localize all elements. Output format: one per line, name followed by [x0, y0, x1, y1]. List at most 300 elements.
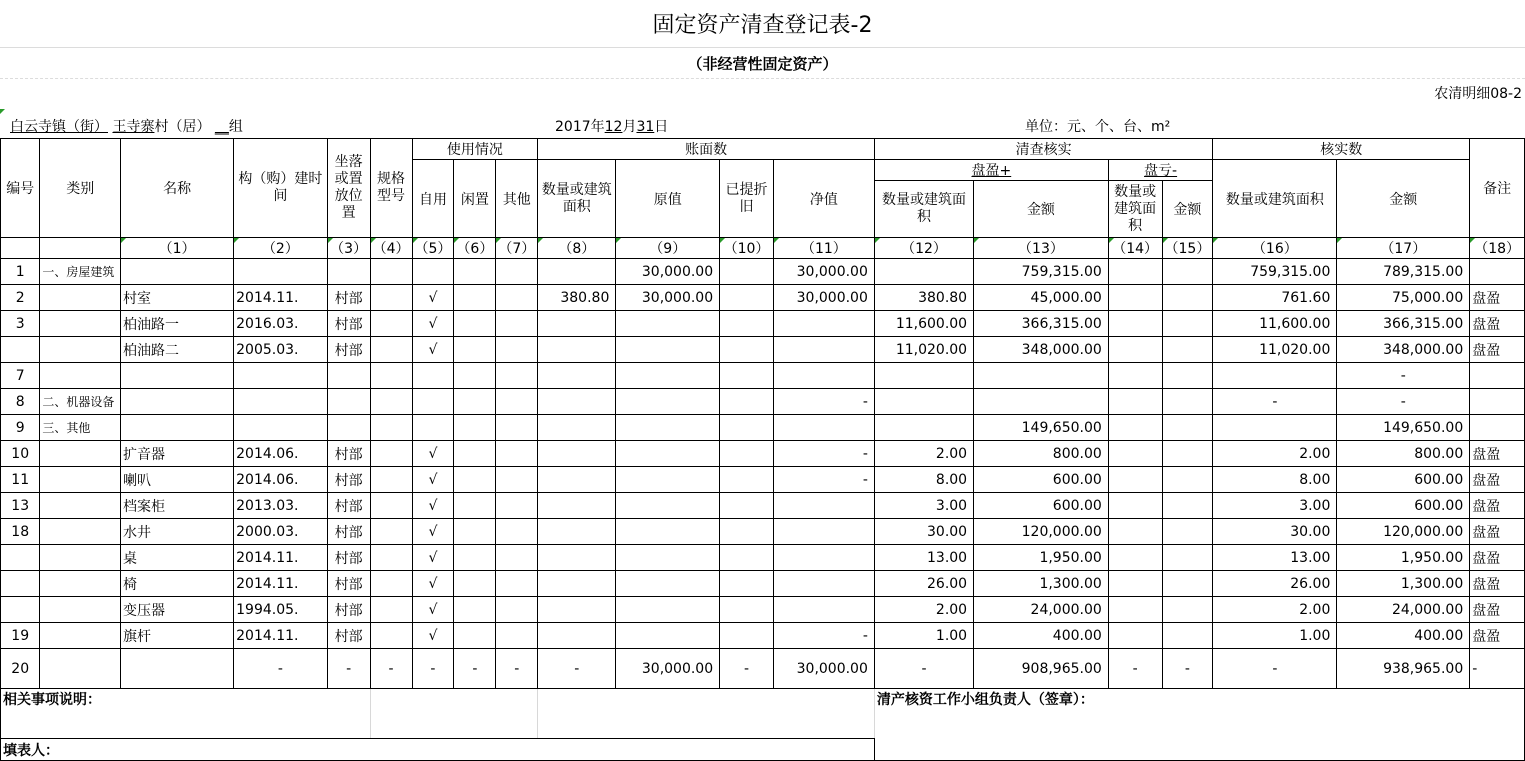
- table-cell[interactable]: [40, 623, 121, 649]
- table-cell[interactable]: [1108, 545, 1162, 571]
- table-cell[interactable]: 2013.03.: [234, 493, 328, 519]
- table-cell[interactable]: [496, 597, 538, 623]
- table-cell[interactable]: [720, 545, 774, 571]
- table-cell[interactable]: 1.00: [1213, 623, 1337, 649]
- table-cell[interactable]: √: [412, 337, 454, 363]
- table-cell[interactable]: [538, 623, 616, 649]
- table-cell[interactable]: 26.00: [874, 571, 973, 597]
- table-cell[interactable]: [616, 337, 720, 363]
- table-cell[interactable]: 盘盈: [1470, 285, 1525, 311]
- table-cell[interactable]: 30,000.00: [773, 649, 874, 689]
- table-cell[interactable]: 二、机器设备: [40, 389, 121, 415]
- table-cell[interactable]: [496, 363, 538, 389]
- table-cell[interactable]: -: [327, 649, 370, 689]
- table-cell[interactable]: [974, 363, 1109, 389]
- table-cell[interactable]: [40, 493, 121, 519]
- table-cell[interactable]: [974, 389, 1109, 415]
- table-cell[interactable]: 村部: [327, 493, 370, 519]
- table-cell[interactable]: [370, 441, 412, 467]
- table-cell[interactable]: [40, 545, 121, 571]
- table-cell[interactable]: [496, 337, 538, 363]
- table-cell[interactable]: 村部: [327, 311, 370, 337]
- table-cell[interactable]: [1, 545, 40, 571]
- table-cell[interactable]: -: [773, 441, 874, 467]
- table-cell[interactable]: [538, 389, 616, 415]
- table-cell[interactable]: 30.00: [1213, 519, 1337, 545]
- table-cell[interactable]: [1213, 415, 1337, 441]
- table-cell[interactable]: -: [1162, 649, 1213, 689]
- table-cell[interactable]: 30,000.00: [616, 649, 720, 689]
- table-cell[interactable]: [454, 311, 496, 337]
- table-cell[interactable]: 759,315.00: [1213, 259, 1337, 285]
- table-cell[interactable]: 11,020.00: [874, 337, 973, 363]
- table-cell[interactable]: [616, 623, 720, 649]
- table-cell[interactable]: 村部: [327, 519, 370, 545]
- table-cell[interactable]: [496, 441, 538, 467]
- table-cell[interactable]: [327, 415, 370, 441]
- table-cell[interactable]: 1,950.00: [1337, 545, 1470, 571]
- table-cell[interactable]: [496, 311, 538, 337]
- table-cell[interactable]: [454, 415, 496, 441]
- table-cell[interactable]: [412, 259, 454, 285]
- table-cell[interactable]: 村室: [121, 285, 234, 311]
- table-cell[interactable]: -: [370, 649, 412, 689]
- table-cell[interactable]: 2000.03.: [234, 519, 328, 545]
- table-cell[interactable]: [1162, 571, 1213, 597]
- table-cell[interactable]: [616, 363, 720, 389]
- table-cell[interactable]: 盘盈: [1470, 519, 1525, 545]
- table-cell[interactable]: [1162, 285, 1213, 311]
- table-cell[interactable]: [496, 259, 538, 285]
- table-cell[interactable]: [40, 363, 121, 389]
- table-cell[interactable]: [121, 259, 234, 285]
- table-cell[interactable]: [1162, 389, 1213, 415]
- table-cell[interactable]: 800.00: [1337, 441, 1470, 467]
- table-cell[interactable]: 盘盈: [1470, 545, 1525, 571]
- table-cell[interactable]: 1,950.00: [974, 545, 1109, 571]
- table-cell[interactable]: 村部: [327, 285, 370, 311]
- table-cell[interactable]: [538, 467, 616, 493]
- table-cell[interactable]: √: [412, 441, 454, 467]
- table-cell[interactable]: [616, 311, 720, 337]
- table-cell[interactable]: 13.00: [1213, 545, 1337, 571]
- table-cell[interactable]: √: [412, 311, 454, 337]
- table-cell[interactable]: [370, 519, 412, 545]
- table-cell[interactable]: -: [1337, 389, 1470, 415]
- table-cell[interactable]: [773, 493, 874, 519]
- table-cell[interactable]: [454, 363, 496, 389]
- table-cell[interactable]: [1162, 259, 1213, 285]
- table-cell[interactable]: 348,000.00: [974, 337, 1109, 363]
- table-cell[interactable]: 759,315.00: [974, 259, 1109, 285]
- table-cell[interactable]: [1470, 415, 1525, 441]
- table-cell[interactable]: [538, 545, 616, 571]
- table-cell[interactable]: 26.00: [1213, 571, 1337, 597]
- table-cell[interactable]: [40, 285, 121, 311]
- table-cell[interactable]: [234, 259, 328, 285]
- table-cell[interactable]: [720, 493, 774, 519]
- table-cell[interactable]: [616, 519, 720, 545]
- table-cell[interactable]: 盘盈: [1470, 571, 1525, 597]
- table-cell[interactable]: [40, 597, 121, 623]
- table-cell[interactable]: [40, 441, 121, 467]
- table-cell[interactable]: [496, 285, 538, 311]
- table-cell[interactable]: 2014.11.: [234, 285, 328, 311]
- table-cell[interactable]: 旗杆: [121, 623, 234, 649]
- table-cell[interactable]: 75,000.00: [1337, 285, 1470, 311]
- table-cell[interactable]: 2016.03.: [234, 311, 328, 337]
- table-cell[interactable]: 2014.06.: [234, 467, 328, 493]
- table-cell[interactable]: 11,600.00: [1213, 311, 1337, 337]
- table-cell[interactable]: √: [412, 467, 454, 493]
- table-cell[interactable]: 村部: [327, 623, 370, 649]
- table-cell[interactable]: [720, 389, 774, 415]
- table-cell[interactable]: [1108, 597, 1162, 623]
- table-cell[interactable]: 600.00: [974, 493, 1109, 519]
- table-cell[interactable]: 村部: [327, 597, 370, 623]
- table-cell[interactable]: [1108, 337, 1162, 363]
- table-cell[interactable]: [1162, 415, 1213, 441]
- table-cell[interactable]: [720, 467, 774, 493]
- table-cell[interactable]: 盘盈: [1470, 597, 1525, 623]
- table-cell[interactable]: [1108, 363, 1162, 389]
- table-cell[interactable]: [773, 545, 874, 571]
- table-cell[interactable]: [1162, 493, 1213, 519]
- table-cell[interactable]: 2.00: [1213, 597, 1337, 623]
- table-cell[interactable]: [234, 415, 328, 441]
- table-cell[interactable]: 2014.06.: [234, 441, 328, 467]
- table-cell[interactable]: [1470, 389, 1525, 415]
- table-cell[interactable]: [538, 415, 616, 441]
- table-cell[interactable]: [40, 337, 121, 363]
- table-cell[interactable]: [616, 545, 720, 571]
- table-cell[interactable]: [454, 259, 496, 285]
- table-cell[interactable]: [720, 519, 774, 545]
- table-cell[interactable]: [234, 389, 328, 415]
- table-cell[interactable]: 45,000.00: [974, 285, 1109, 311]
- table-cell[interactable]: [773, 597, 874, 623]
- table-cell[interactable]: 村部: [327, 337, 370, 363]
- table-cell[interactable]: [454, 493, 496, 519]
- table-cell[interactable]: [616, 441, 720, 467]
- table-cell[interactable]: [1, 337, 40, 363]
- table-cell[interactable]: [327, 259, 370, 285]
- table-cell[interactable]: 1,300.00: [974, 571, 1109, 597]
- table-cell[interactable]: [538, 571, 616, 597]
- table-cell[interactable]: 水井: [121, 519, 234, 545]
- table-cell[interactable]: -: [454, 649, 496, 689]
- table-cell[interactable]: [616, 493, 720, 519]
- table-cell[interactable]: 19: [1, 623, 40, 649]
- table-cell[interactable]: [1108, 441, 1162, 467]
- table-cell[interactable]: 2014.11.: [234, 545, 328, 571]
- table-cell[interactable]: [773, 415, 874, 441]
- table-cell[interactable]: 366,315.00: [974, 311, 1109, 337]
- table-cell[interactable]: -: [1213, 649, 1337, 689]
- table-cell[interactable]: 600.00: [974, 467, 1109, 493]
- table-cell[interactable]: 149,650.00: [974, 415, 1109, 441]
- table-cell[interactable]: [121, 389, 234, 415]
- table-cell[interactable]: [720, 415, 774, 441]
- table-cell[interactable]: 11: [1, 467, 40, 493]
- table-cell[interactable]: 149,650.00: [1337, 415, 1470, 441]
- table-cell[interactable]: [1162, 467, 1213, 493]
- table-cell[interactable]: 380.80: [538, 285, 616, 311]
- table-cell[interactable]: 30.00: [874, 519, 973, 545]
- table-cell[interactable]: 7: [1, 363, 40, 389]
- table-cell[interactable]: 789,315.00: [1337, 259, 1470, 285]
- table-cell[interactable]: [1108, 467, 1162, 493]
- table-cell[interactable]: [616, 415, 720, 441]
- table-cell[interactable]: [616, 467, 720, 493]
- table-cell[interactable]: 1994.05.: [234, 597, 328, 623]
- table-cell[interactable]: [720, 597, 774, 623]
- table-cell[interactable]: [720, 337, 774, 363]
- table-cell[interactable]: [616, 389, 720, 415]
- table-cell[interactable]: [1162, 441, 1213, 467]
- table-cell[interactable]: 400.00: [1337, 623, 1470, 649]
- table-cell[interactable]: [1108, 389, 1162, 415]
- table-cell[interactable]: [1, 597, 40, 623]
- table-cell[interactable]: -: [234, 649, 328, 689]
- table-cell[interactable]: [1213, 363, 1337, 389]
- table-cell[interactable]: [454, 623, 496, 649]
- table-cell[interactable]: [874, 363, 973, 389]
- table-cell[interactable]: 120,000.00: [974, 519, 1109, 545]
- table-cell[interactable]: 30,000.00: [773, 259, 874, 285]
- table-cell[interactable]: 30,000.00: [616, 259, 720, 285]
- table-cell[interactable]: √: [412, 285, 454, 311]
- table-cell[interactable]: [773, 363, 874, 389]
- table-cell[interactable]: 366,315.00: [1337, 311, 1470, 337]
- table-cell[interactable]: [496, 623, 538, 649]
- table-cell[interactable]: 村部: [327, 571, 370, 597]
- table-cell[interactable]: [370, 493, 412, 519]
- table-cell[interactable]: 120,000.00: [1337, 519, 1470, 545]
- table-cell[interactable]: -: [538, 649, 616, 689]
- table-cell[interactable]: [370, 259, 412, 285]
- table-cell[interactable]: [454, 285, 496, 311]
- table-cell[interactable]: [1108, 285, 1162, 311]
- table-cell[interactable]: [538, 363, 616, 389]
- table-cell[interactable]: 13.00: [874, 545, 973, 571]
- table-cell[interactable]: 盘盈: [1470, 441, 1525, 467]
- notes-area-2[interactable]: [538, 689, 875, 739]
- table-cell[interactable]: √: [412, 493, 454, 519]
- table-cell[interactable]: [773, 337, 874, 363]
- table-cell[interactable]: [720, 441, 774, 467]
- table-cell[interactable]: [234, 363, 328, 389]
- table-cell[interactable]: [121, 415, 234, 441]
- table-cell[interactable]: [773, 519, 874, 545]
- table-cell[interactable]: [1162, 311, 1213, 337]
- table-cell[interactable]: 档案柜: [121, 493, 234, 519]
- table-cell[interactable]: [1162, 519, 1213, 545]
- table-cell[interactable]: -: [496, 649, 538, 689]
- table-cell[interactable]: [327, 363, 370, 389]
- table-cell[interactable]: [1162, 623, 1213, 649]
- table-cell[interactable]: 908,965.00: [974, 649, 1109, 689]
- table-cell[interactable]: [496, 389, 538, 415]
- table-cell[interactable]: [616, 571, 720, 597]
- table-cell[interactable]: -: [773, 623, 874, 649]
- table-cell[interactable]: 400.00: [974, 623, 1109, 649]
- table-cell[interactable]: -: [773, 467, 874, 493]
- table-cell[interactable]: 18: [1, 519, 40, 545]
- table-cell[interactable]: 761.60: [1213, 285, 1337, 311]
- table-cell[interactable]: [412, 415, 454, 441]
- table-cell[interactable]: [1108, 415, 1162, 441]
- table-cell[interactable]: [1108, 259, 1162, 285]
- table-cell[interactable]: 扩音器: [121, 441, 234, 467]
- table-cell[interactable]: [454, 467, 496, 493]
- table-cell[interactable]: 2014.11.: [234, 571, 328, 597]
- table-cell[interactable]: [40, 467, 121, 493]
- table-cell[interactable]: [370, 285, 412, 311]
- table-cell[interactable]: 喇叭: [121, 467, 234, 493]
- table-cell[interactable]: [454, 597, 496, 623]
- table-cell[interactable]: 2005.03.: [234, 337, 328, 363]
- table-cell[interactable]: 600.00: [1337, 467, 1470, 493]
- table-cell[interactable]: [496, 493, 538, 519]
- table-cell[interactable]: 800.00: [974, 441, 1109, 467]
- table-cell[interactable]: [454, 337, 496, 363]
- table-cell[interactable]: 24,000.00: [974, 597, 1109, 623]
- table-cell[interactable]: 8.00: [874, 467, 973, 493]
- table-cell[interactable]: 348,000.00: [1337, 337, 1470, 363]
- table-cell[interactable]: 2.00: [1213, 441, 1337, 467]
- table-cell[interactable]: [370, 311, 412, 337]
- table-cell[interactable]: [370, 597, 412, 623]
- table-cell[interactable]: 2.00: [874, 441, 973, 467]
- table-cell[interactable]: [1108, 493, 1162, 519]
- table-cell[interactable]: [538, 493, 616, 519]
- table-cell[interactable]: [496, 545, 538, 571]
- table-cell[interactable]: 9: [1, 415, 40, 441]
- table-cell[interactable]: [1108, 311, 1162, 337]
- table-cell[interactable]: [496, 519, 538, 545]
- table-cell[interactable]: 8: [1, 389, 40, 415]
- table-cell[interactable]: 变压器: [121, 597, 234, 623]
- table-cell[interactable]: -: [874, 649, 973, 689]
- table-cell[interactable]: [1470, 259, 1525, 285]
- table-cell[interactable]: [454, 389, 496, 415]
- table-cell[interactable]: 11,600.00: [874, 311, 973, 337]
- table-cell[interactable]: 椅: [121, 571, 234, 597]
- table-cell[interactable]: 盘盈: [1470, 623, 1525, 649]
- table-cell[interactable]: [720, 311, 774, 337]
- table-cell[interactable]: [327, 389, 370, 415]
- table-cell[interactable]: [874, 259, 973, 285]
- table-cell[interactable]: -: [773, 389, 874, 415]
- table-cell[interactable]: √: [412, 571, 454, 597]
- table-cell[interactable]: [40, 649, 121, 689]
- table-cell[interactable]: [370, 415, 412, 441]
- table-cell[interactable]: 24,000.00: [1337, 597, 1470, 623]
- table-cell[interactable]: [720, 363, 774, 389]
- table-cell[interactable]: [874, 389, 973, 415]
- table-cell[interactable]: 2.00: [874, 597, 973, 623]
- table-cell[interactable]: [538, 311, 616, 337]
- table-cell[interactable]: [1162, 597, 1213, 623]
- table-cell[interactable]: 桌: [121, 545, 234, 571]
- table-cell[interactable]: 3: [1, 311, 40, 337]
- table-cell[interactable]: [538, 337, 616, 363]
- table-cell[interactable]: [370, 363, 412, 389]
- table-cell[interactable]: [720, 285, 774, 311]
- table-cell[interactable]: 柏油路二: [121, 337, 234, 363]
- table-cell[interactable]: [370, 623, 412, 649]
- table-cell[interactable]: 20: [1, 649, 40, 689]
- table-cell[interactable]: [720, 623, 774, 649]
- table-cell[interactable]: [40, 311, 121, 337]
- table-cell[interactable]: -: [1470, 649, 1525, 689]
- table-cell[interactable]: [538, 259, 616, 285]
- table-cell[interactable]: [773, 571, 874, 597]
- table-cell[interactable]: [40, 519, 121, 545]
- table-cell[interactable]: [538, 597, 616, 623]
- table-cell[interactable]: [1162, 545, 1213, 571]
- table-cell[interactable]: [538, 441, 616, 467]
- table-cell[interactable]: [538, 519, 616, 545]
- table-cell[interactable]: [40, 571, 121, 597]
- table-cell[interactable]: [1108, 623, 1162, 649]
- table-cell[interactable]: 3.00: [874, 493, 973, 519]
- table-cell[interactable]: 8.00: [1213, 467, 1337, 493]
- table-cell[interactable]: -: [412, 649, 454, 689]
- table-cell[interactable]: [454, 519, 496, 545]
- table-cell[interactable]: [454, 441, 496, 467]
- table-cell[interactable]: [370, 571, 412, 597]
- table-cell[interactable]: 盘盈: [1470, 311, 1525, 337]
- table-cell[interactable]: [370, 337, 412, 363]
- table-cell[interactable]: [1108, 571, 1162, 597]
- table-cell[interactable]: [412, 389, 454, 415]
- table-cell[interactable]: 盘盈: [1470, 493, 1525, 519]
- table-cell[interactable]: √: [412, 545, 454, 571]
- table-cell[interactable]: [616, 597, 720, 623]
- table-cell[interactable]: 3.00: [1213, 493, 1337, 519]
- table-cell[interactable]: [454, 571, 496, 597]
- notes-area[interactable]: [370, 689, 538, 739]
- table-cell[interactable]: 380.80: [874, 285, 973, 311]
- table-cell[interactable]: [773, 311, 874, 337]
- table-cell[interactable]: [1470, 363, 1525, 389]
- table-cell[interactable]: 村部: [327, 467, 370, 493]
- table-cell[interactable]: [370, 389, 412, 415]
- table-cell[interactable]: 2014.11.: [234, 623, 328, 649]
- table-cell[interactable]: 柏油路一: [121, 311, 234, 337]
- table-cell[interactable]: -: [1108, 649, 1162, 689]
- table-cell[interactable]: [496, 571, 538, 597]
- table-cell[interactable]: 盘盈: [1470, 467, 1525, 493]
- table-cell[interactable]: [370, 467, 412, 493]
- table-cell[interactable]: 938,965.00: [1337, 649, 1470, 689]
- table-cell[interactable]: 13: [1, 493, 40, 519]
- table-cell[interactable]: 10: [1, 441, 40, 467]
- table-cell[interactable]: 11,020.00: [1213, 337, 1337, 363]
- table-cell[interactable]: [454, 545, 496, 571]
- table-cell[interactable]: √: [412, 519, 454, 545]
- table-cell[interactable]: 村部: [327, 545, 370, 571]
- table-cell[interactable]: [121, 363, 234, 389]
- table-cell[interactable]: 1.00: [874, 623, 973, 649]
- table-cell[interactable]: 1: [1, 259, 40, 285]
- table-cell[interactable]: [370, 545, 412, 571]
- table-cell[interactable]: 1,300.00: [1337, 571, 1470, 597]
- table-cell[interactable]: [496, 467, 538, 493]
- table-cell[interactable]: -: [720, 649, 774, 689]
